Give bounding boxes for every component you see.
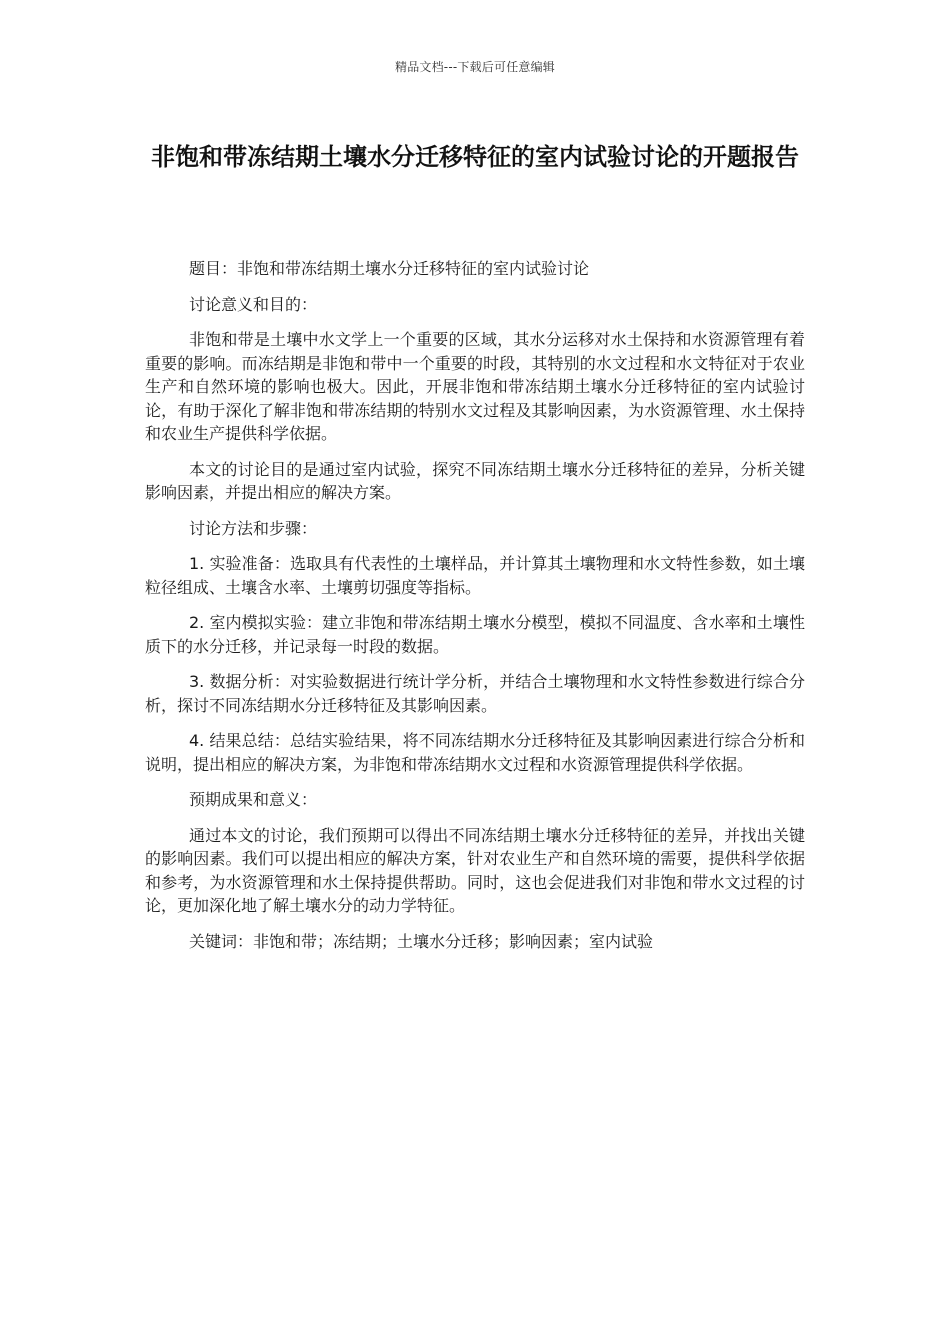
method-step-3: 3. 数据分析：对实验数据进行统计学分析，并结合土壤物理和水文特性参数进行综合分析，探讨不同冻结期水分迁移特征及其影响因素。 xyxy=(145,672,805,715)
keywords-line: 关键词：非饱和带；冻结期；土壤水分迁移；影响因素；室内试验 xyxy=(189,931,654,951)
outcomes-paragraph: 通过本文的讨论，我们预期可以得出不同冻结期土壤水分迁移特征的差异，并找出关键的影响因素。我们可以提出相应的解决方案，针对农业生产和自然环境的需要，提供科学依据和参考，为水资源管理和水土保持提供帮助。同时，这也会促进我们对非饱和带水文过程的讨论，更加深化地了解土壤水分的动力学特征。 xyxy=(145,825,805,915)
document-body xyxy=(145,257,805,965)
section-heading-methods: 讨论方法和步骤： xyxy=(189,518,318,538)
method-step-2: 2. 室内模拟实验：建立非饱和带冻结期土壤水分模型，模拟不同温度、含水率和土壤性质下的水分迁移，并记录每一时段的数据。 xyxy=(145,613,805,656)
method-step-1: 1. 实验准备：选取具有代表性的土壤样品，并计算其土壤物理和水文特性参数，如土壤粒径组成、土壤含水率、土壤剪切强度等指标。 xyxy=(145,554,805,597)
header-note: 精品文档---下载后可任意编辑 xyxy=(395,60,555,74)
section-heading-outcomes: 预期成果和意义： xyxy=(189,790,318,809)
document-title: 非饱和带冻结期土壤水分迁移特征的室内试验讨论的开题报告 xyxy=(151,143,799,171)
significance-paragraph: 非饱和带是土壤中水文学上一个重要的区域，其水分运移对水土保持和水资源管理有着重要的影响。而冻结期是非饱和带中一个重要的时段，其特别的水文过程和水文特征对于农业生产和自然环境的影响也极大。因此，开展非饱和带冻结期土壤水分迁移特征的室内试验讨论，有助于深化了解非饱和带冻结期的特别水文过程及其影响因素，为水资源管理、水土保持和农业生产提供科学依据。 xyxy=(145,330,805,443)
method-step-4: 4. 结果总结：总结实验结果，将不同冻结期水分迁移特征及其影响因素进行综合分析和说明，提出相应的解决方案，为非饱和带冻结期水文过程和水资源管理提供科学依据。 xyxy=(145,731,805,774)
section-heading-significance: 讨论意义和目的： xyxy=(189,294,318,314)
topic-line: 题目：非饱和带冻结期土壤水分迁移特征的室内试验讨论 xyxy=(189,259,590,278)
purpose-paragraph: 本文的讨论目的是通过室内试验，探究不同冻结期土壤水分迁移特征的差异，分析关键影响因素，并提出相应的解决方案。 xyxy=(145,459,805,502)
